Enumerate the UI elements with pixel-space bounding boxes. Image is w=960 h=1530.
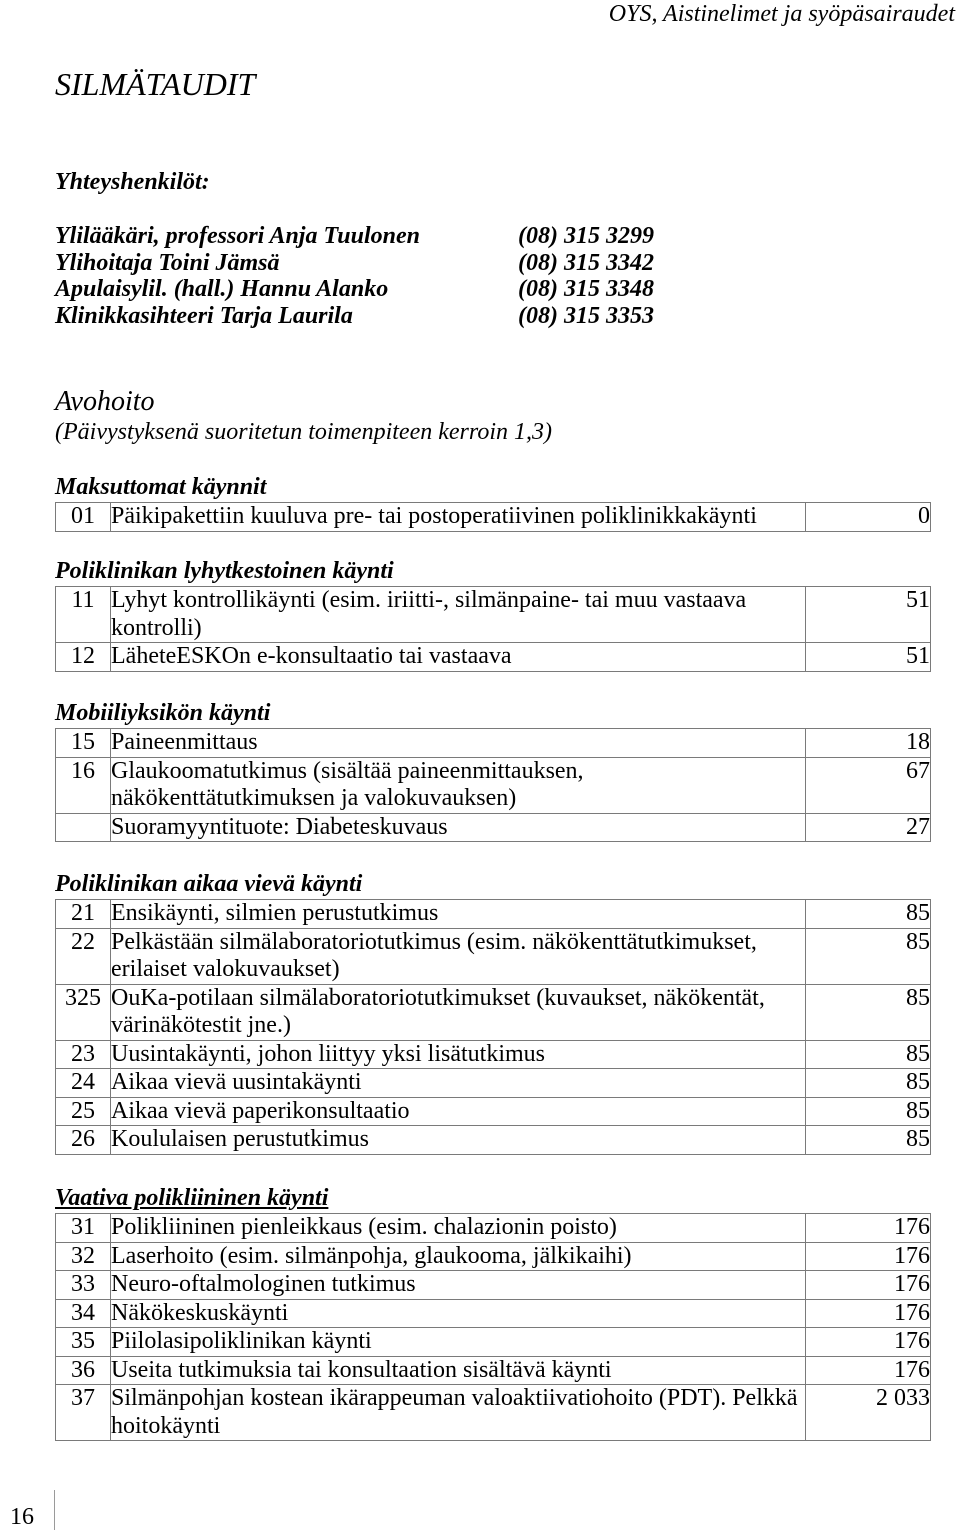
contact-phone: (08) 315 3299: [518, 223, 654, 249]
row-code: 11: [56, 587, 111, 643]
row-code: 31: [56, 1214, 111, 1243]
contacts-list: [55, 223, 654, 330]
contact-row: [55, 250, 654, 277]
contact-phone: (08) 315 3348: [518, 276, 654, 303]
row-description: Koululaisen perustutkimus: [111, 1126, 806, 1155]
row-code: 12: [56, 643, 111, 672]
row-code: 23: [56, 1040, 111, 1069]
row-code: 325: [56, 984, 111, 1040]
contact-name: Ylihoitaja Toini Jämsä: [55, 249, 280, 276]
row-value: 18: [806, 729, 931, 758]
row-value: 176: [806, 1271, 931, 1300]
row-value: 176: [806, 1214, 931, 1243]
table-row: [56, 1328, 931, 1357]
table-row: [56, 984, 931, 1040]
table-row: [56, 1069, 931, 1098]
row-description: Piilolasipoliklinikan käynti: [111, 1328, 806, 1357]
section-heading: Vaativa polikliininen käynti: [55, 1185, 329, 1211]
table-row: [56, 1097, 931, 1126]
row-code: 34: [56, 1299, 111, 1328]
table-row: [56, 1299, 931, 1328]
page-edge-line: [54, 1490, 55, 1530]
row-description: Neuro-oftalmologinen tutkimus: [111, 1271, 806, 1300]
row-description: Näkökeskuskäynti: [111, 1299, 806, 1328]
fee-table: [55, 1213, 931, 1441]
row-description: Silmänpohjan kostean ikärappeuman valoaktiivatiohoito (PDT). Pelkkä hoitokäynti: [111, 1385, 806, 1441]
row-code: 32: [56, 1242, 111, 1271]
contact-name: Ylilääkäri, professori Anja Tuulonen: [55, 223, 420, 249]
row-description: Aikaa vievä uusintakäynti: [111, 1069, 806, 1098]
row-value: 85: [806, 1097, 931, 1126]
table-row: [56, 900, 931, 929]
row-code: 01: [56, 503, 111, 532]
row-code: 33: [56, 1271, 111, 1300]
row-value: 85: [806, 1040, 931, 1069]
table-row: [56, 813, 931, 842]
row-code: 37: [56, 1385, 111, 1441]
row-code: 15: [56, 729, 111, 758]
row-value: 176: [806, 1328, 931, 1357]
row-description: LäheteESKOn e-konsultaatio tai vastaava: [111, 643, 806, 672]
row-value: 85: [806, 1126, 931, 1155]
row-code: 21: [56, 900, 111, 929]
section-aikaa-vieva: [55, 870, 931, 1155]
row-value: 85: [806, 984, 931, 1040]
table-row: [56, 1242, 931, 1271]
table-row: [56, 1385, 931, 1441]
row-value: 176: [806, 1299, 931, 1328]
table-row: [56, 1040, 931, 1069]
row-value: 27: [806, 813, 931, 842]
row-code: 16: [56, 757, 111, 813]
table-row: [56, 1214, 931, 1243]
outpatient-note: (Päivystyksenä suoritetun toimenpiteen kerroin 1,3): [55, 419, 552, 445]
row-description: Päikipakettiin kuuluva pre- tai postoperatiivinen poliklinikkakäynti: [111, 503, 806, 532]
contact-row: [55, 223, 654, 250]
row-value: 85: [806, 900, 931, 929]
contact-phone: (08) 315 3342: [518, 249, 654, 276]
row-value: 176: [806, 1356, 931, 1385]
table-row: [56, 503, 931, 532]
fee-table: [55, 899, 931, 1155]
row-code: 24: [56, 1069, 111, 1098]
row-code: 36: [56, 1356, 111, 1385]
table-row: [56, 587, 931, 643]
row-value: 85: [806, 928, 931, 984]
row-value: 67: [806, 757, 931, 813]
contacts-heading: Yhteyshenkilöt:: [55, 169, 210, 195]
row-value: 85: [806, 1069, 931, 1098]
row-description: Ensikäynti, silmien perustutkimus: [111, 900, 806, 929]
contact-row: [55, 276, 654, 303]
running-header-title: OYS, Aistinelimet ja syöpäsairaudet: [608, 1, 955, 27]
section-mobiiliyksikko: [55, 699, 931, 842]
row-description: Useita tutkimuksia tai konsultaation sisältävä käynti: [111, 1356, 806, 1385]
row-code: 35: [56, 1328, 111, 1357]
row-description: Laserhoito (esim. silmänpohja, glaukooma, jälkikaihi): [111, 1242, 806, 1271]
outpatient-heading: Avohoito: [55, 386, 155, 417]
row-description: OuKa-potilaan silmälaboratoriotutkimukset (kuvaukset, näkökentät, värinäkötestit jne.): [111, 984, 806, 1040]
row-value: 51: [806, 587, 931, 643]
row-description: Suoramyyntituote: Diabeteskuvaus: [111, 813, 806, 842]
row-value: 0: [806, 503, 931, 532]
table-row: [56, 1356, 931, 1385]
fee-table: [55, 728, 931, 842]
page-number: 16: [10, 1504, 34, 1530]
contact-row: [55, 303, 654, 330]
row-value: 2 033: [806, 1385, 931, 1441]
section-maksuttomat: [55, 473, 931, 532]
row-description: Uusintakäynti, johon liittyy yksi lisätutkimus: [111, 1040, 806, 1069]
section-lyhytkestoinen: [55, 557, 931, 672]
row-code: 25: [56, 1097, 111, 1126]
row-code-empty: [56, 813, 111, 842]
row-code: 22: [56, 928, 111, 984]
table-row: [56, 928, 931, 984]
section-heading: Poliklinikan lyhytkestoinen käynti: [55, 558, 394, 584]
table-row: [56, 757, 931, 813]
row-description: Lyhyt kontrollikäynti (esim. iriitti-, silmänpaine- tai muu vastaava kontrolli): [111, 587, 806, 643]
row-code: 26: [56, 1126, 111, 1155]
table-row: [56, 1126, 931, 1155]
section-heading: Poliklinikan aikaa vievä käynti: [55, 871, 363, 897]
table-row: [56, 643, 931, 672]
row-description: Polikliininen pienleikkaus (esim. chalazionin poisto): [111, 1214, 806, 1243]
contact-name: Apulaisylil. (hall.) Hannu Alanko: [55, 276, 389, 303]
page-title: SILMÄTAUDIT: [55, 66, 256, 102]
row-description: Pelkästään silmälaboratoriotutkimus (esim. näkökenttätutkimukset, erilaiset valokuvaukset): [111, 928, 806, 984]
table-row: [56, 729, 931, 758]
contact-phone: (08) 315 3353: [518, 303, 654, 330]
table-row: [56, 1271, 931, 1300]
fee-table: [55, 586, 931, 672]
fee-table: [55, 502, 931, 532]
row-description: Glaukoomatutkimus (sisältää paineenmittauksen, näkökenttätutkimuksen ja valokuvauksen): [111, 757, 806, 813]
section-heading: Maksuttomat käynnit: [55, 474, 267, 500]
row-description: Aikaa vievä paperikonsultaatio: [111, 1097, 806, 1126]
row-description: Paineenmittaus: [111, 729, 806, 758]
section-vaativa: [55, 1184, 931, 1441]
row-value: 51: [806, 643, 931, 672]
contact-name: Klinikkasihteeri Tarja Laurila: [55, 303, 353, 330]
section-heading: Mobiiliyksikön käynti: [55, 700, 271, 726]
row-value: 176: [806, 1242, 931, 1271]
